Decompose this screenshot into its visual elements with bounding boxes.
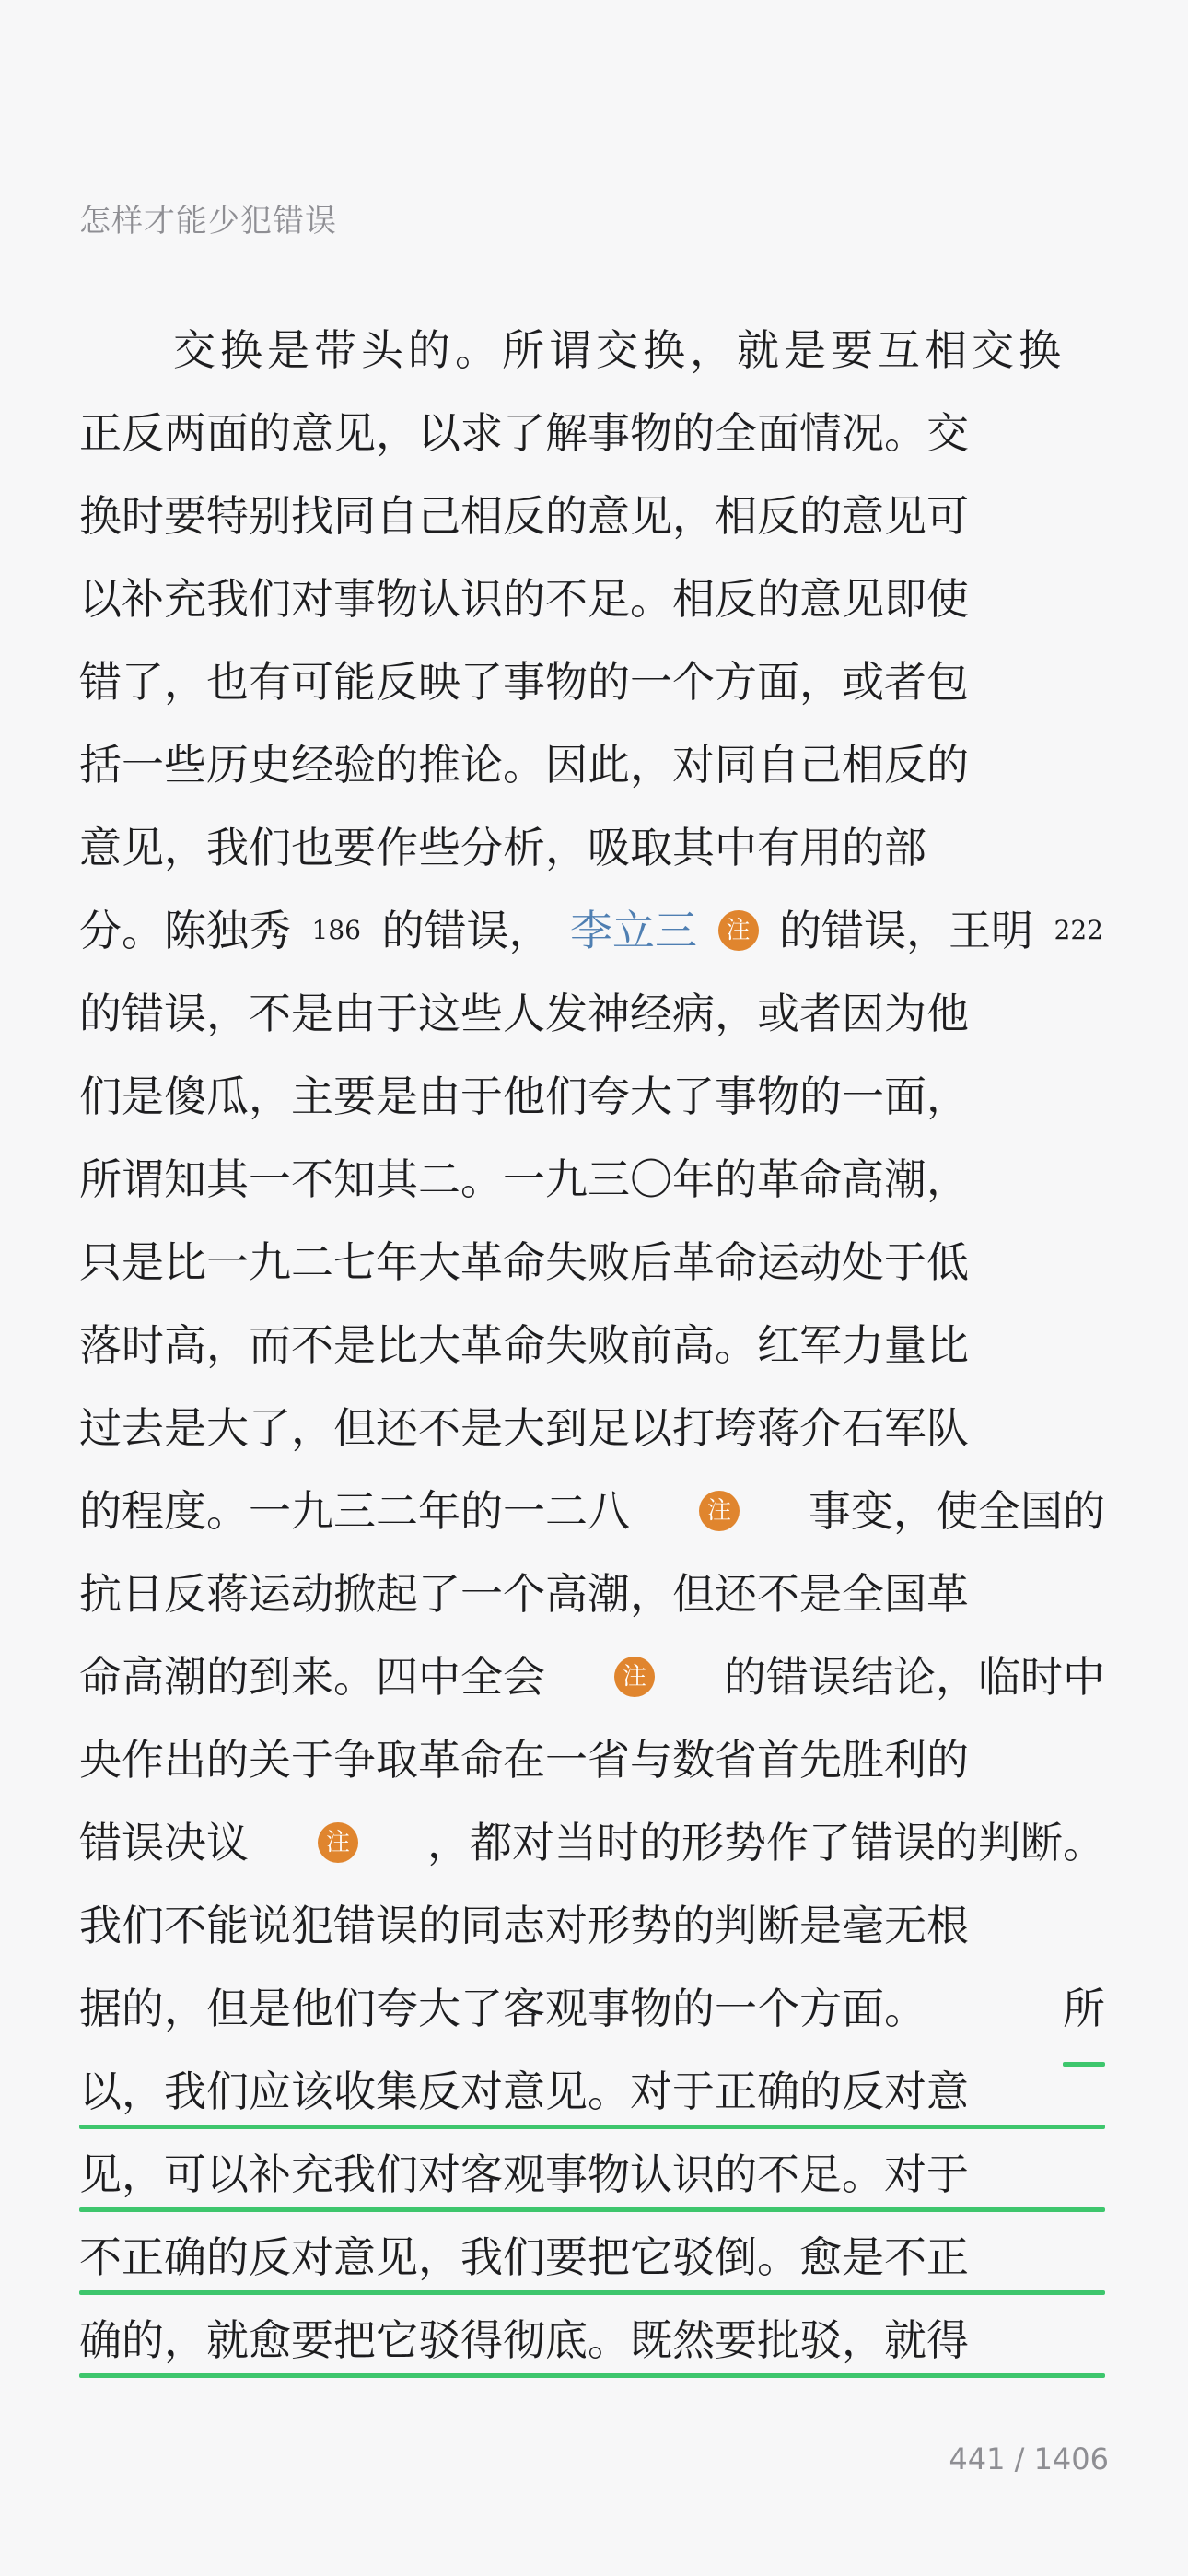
- text-line: 的错误，不是由于这些人发神经病，或者因为他: [79, 989, 969, 1038]
- term-link[interactable]: 李立三: [570, 906, 697, 955]
- text-line: 央作出的关于争取革命在一省与数省首先胜利的: [79, 1735, 969, 1785]
- text-line: 所谓知其一不知其二。一九三〇年的革命高潮，: [79, 1154, 969, 1204]
- text-line: 们是傻瓜，主要是由于他们夸大了事物的一面，: [79, 1071, 969, 1121]
- text-line: 的程度。一九三二年的一二八 注 事变，使全国的: [79, 1486, 1105, 1536]
- text-line: 正反两面的意见，以求了解事物的全面情况。交: [79, 408, 969, 458]
- text-line: 错了，也有可能反映了事物的一个方面，或者包: [79, 657, 969, 707]
- page-counter: 441 / 1406: [949, 2441, 1109, 2476]
- text-line: 意见，我们也要作些分析，吸取其中有用的部: [79, 823, 926, 872]
- reading-pane[interactable]: [79, 309, 1105, 2382]
- note-icon[interactable]: 注: [614, 1657, 655, 1697]
- text-line: 交换是带头的。所谓交换，就是要互相交换: [173, 325, 1066, 375]
- text-line: 抗日反蒋运动掀起了一个高潮，但还不是全国革: [79, 1569, 969, 1619]
- note-icon[interactable]: 注: [718, 910, 759, 951]
- text-line: 我们不能说犯错误的同志对形势的判断是毫无根: [79, 1901, 969, 1950]
- highlighted-line[interactable]: 见，可以补充我们对客观事物认识的不足。对于: [79, 2133, 1105, 2216]
- text-line: 换时要特别找同自己相反的意见，相反的意见可: [79, 491, 969, 541]
- note-icon[interactable]: 注: [699, 1491, 740, 1531]
- text-line: 据的，但是他们夸大了客观事物的一个方面。 所: [79, 1967, 1105, 2050]
- note-icon[interactable]: 注: [318, 1822, 358, 1863]
- text-line: 以补充我们对事物认识的不足。相反的意见即使: [79, 574, 969, 624]
- chapter-title: 怎样才能少犯错误: [79, 203, 337, 240]
- text-line: 错误决议 注 ，都对当时的形势作了错误的判断。: [79, 1818, 1105, 1868]
- text-line: 括一些历史经验的推论。因此，对同自己相反的: [79, 740, 969, 790]
- highlighted-text[interactable]: 所: [1063, 1967, 1105, 2050]
- text-line: 只是比一九二七年大革命失败后革命运动处于低: [79, 1237, 969, 1287]
- text-line: 落时高，而不是比大革命失败前高。红军力量比: [79, 1320, 969, 1370]
- text-line: 命高潮的到来。四中全会 注 的错误结论，临时中: [79, 1652, 1105, 1702]
- highlighted-line[interactable]: 确的，就愈要把它驳得彻底。既然要批驳，就得: [79, 2299, 1105, 2382]
- text-line: 分。陈独秀 186 的错误， 李立三 注 的错误，王明 222: [79, 889, 1105, 972]
- highlighted-line[interactable]: 不正确的反对意见，我们要把它驳倒。愈是不正: [79, 2216, 1105, 2299]
- highlighted-line[interactable]: 以，我们应该收集反对意见。对于正确的反对意: [79, 2050, 1105, 2133]
- text-line: 过去是大了，但还不是大到足以打垮蒋介石军队: [79, 1403, 969, 1453]
